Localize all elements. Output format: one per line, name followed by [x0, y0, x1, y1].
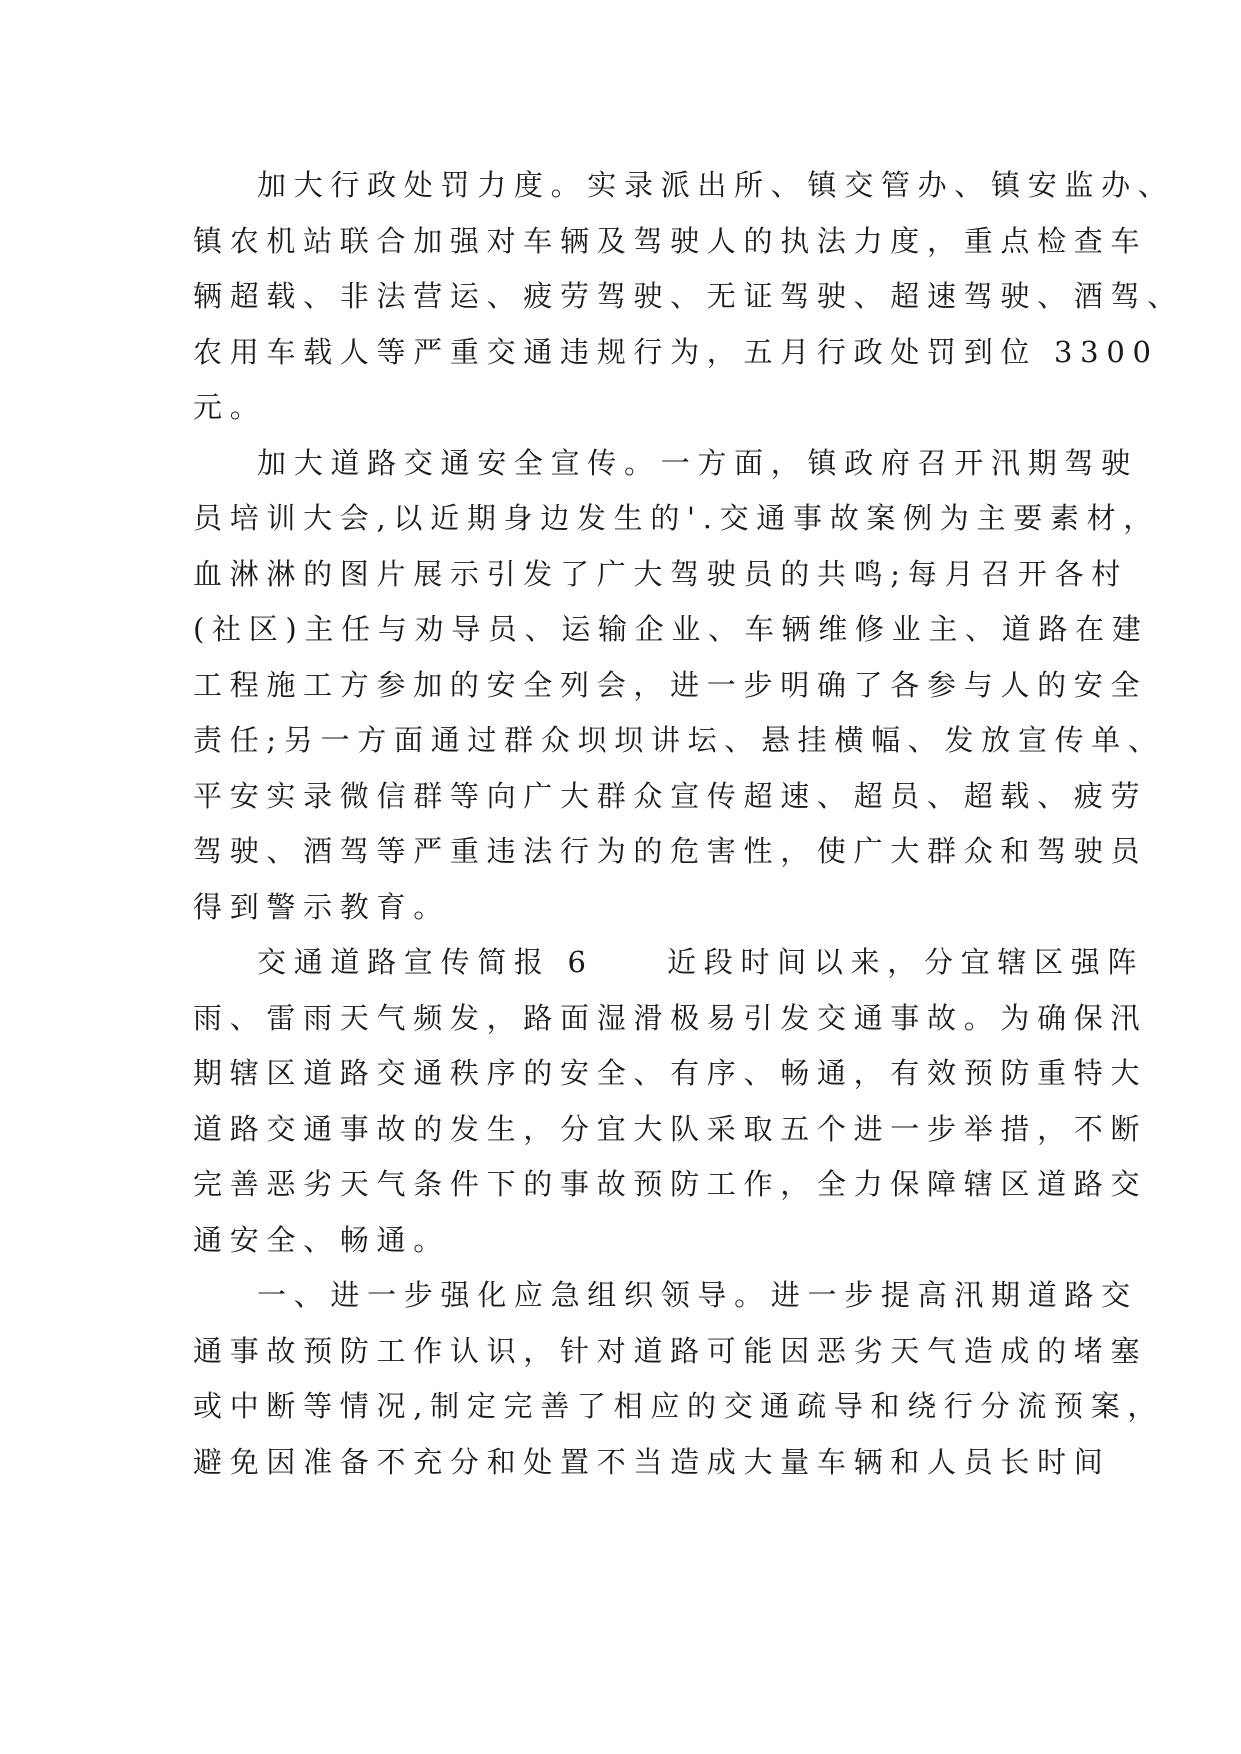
paragraph-emergency-leadership [193, 1268, 1165, 1490]
text-line: 雨、雷雨天气频发，路面湿滑极易引发交通事故。为确保汛 [193, 1000, 1148, 1035]
text-line: 交通道路宣传简报 6 近段时间以来，分宜辖区强阵 [257, 945, 1145, 979]
text-line: 道路交通事故的发生，分宜大队采取五个进一步举措，不断 [193, 1111, 1148, 1146]
text-line: 镇农机站联合加强对车辆及驾驶人的执法力度，重点检查车 [193, 223, 1148, 258]
text-line: 加大行政处罚力度。实录派出所、镇交管办、镇安监办、 [257, 168, 1175, 202]
text-line: 辆超载、非法营运、疲劳驾驶、无证驾驶、超速驾驶、酒驾、 [193, 279, 1184, 313]
text-line: 得到警示教育。 [193, 889, 450, 924]
text-line: 员培训大会,以近期身边发生的'.交通事故案例为主要素材， [193, 501, 1161, 535]
paragraph-administrative-penalty [193, 158, 1184, 436]
text-line: 责任;另一方面通过群众坝坝讲坛、悬挂横幅、发放宣传单、 [193, 723, 1165, 757]
text-line: 驾驶、酒驾等严重违法行为的危害性，使广大群众和驾驶员 [193, 834, 1148, 868]
text-line: 期辖区道路交通秩序的安全、有序、畅通，有效预防重特大 [193, 1056, 1148, 1090]
text-line: 农用车载人等严重交通违规行为，五月行政处罚到位 3300 [193, 334, 1159, 369]
document-body [193, 158, 1184, 1490]
text-line: 血淋淋的图片展示引发了广大驾驶员的共鸣;每月召开各村 [193, 556, 1128, 591]
text-line: 元。 [193, 390, 267, 424]
paragraph-safety-publicity [193, 436, 1165, 936]
text-line: 避免因准备不充分和处置不当造成大量车辆和人员长时间 [193, 1444, 1111, 1479]
text-line: (社区)主任与劝导员、运输企业、车辆维修业主、道路在建 [193, 612, 1149, 646]
text-line: 平安实录微信群等向广大群众宣传超速、超员、超载、疲劳 [193, 778, 1148, 813]
paragraph-bulletin-6 [193, 935, 1148, 1268]
text-line: 或中断等情况,制定完善了相应的交通疏导和绕行分流预案， [193, 1389, 1165, 1423]
text-line: 通事故预防工作认识，针对道路可能因恶劣天气造成的堵塞 [193, 1333, 1148, 1368]
text-line: 一、进一步强化应急组织领导。进一步提高汛期道路交 [257, 1278, 1138, 1312]
text-line: 加大道路交通安全宣传。一方面，镇政府召开汛期驾驶 [257, 445, 1138, 480]
text-line: 完善恶劣天气条件下的事故预防工作，全力保障辖区道路交 [193, 1167, 1148, 1201]
text-line: 通安全、畅通。 [193, 1222, 450, 1257]
text-line: 工程施工方参加的安全列会，进一步明确了各参与人的安全 [193, 667, 1148, 702]
